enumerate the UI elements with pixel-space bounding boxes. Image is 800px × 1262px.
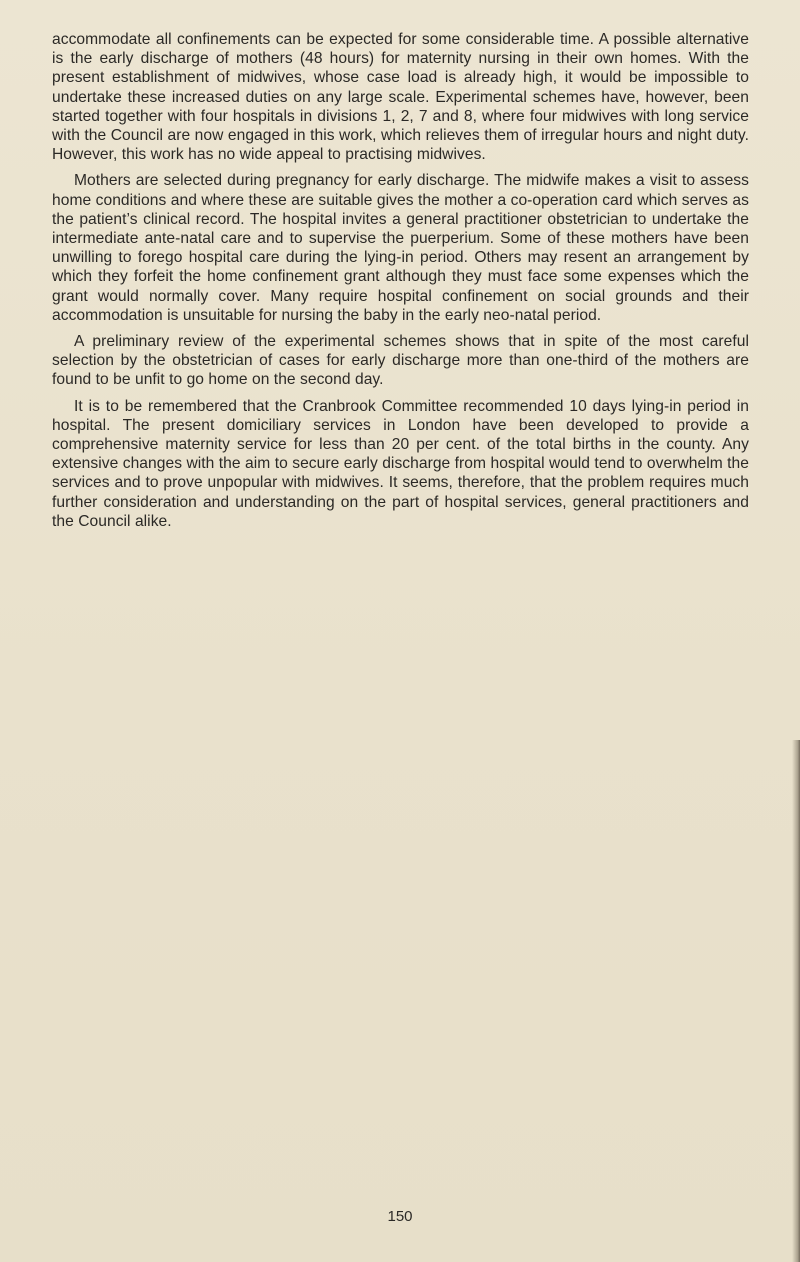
paragraph-cranbrook-committee: It is to be remembered that the Cranbrook Committee recommended 10 days lying-in period in hospital. The present domiciliary services in London have been developed to provide a comprehensive maternity service for less than 20 per cent. of the total births in the county. Any extensive changes with the aim to secure early discharge from hospital would tend to overwhelm the services and to prove unpopular with midwives. It seems, therefore, that the problem requires much further consideration and understanding on the part of hospital services, general practitioners and the Council alike. xyxy=(52,397,749,530)
page-number: 150 xyxy=(387,1208,413,1225)
paragraph-preliminary-review: A preliminary review of the experimental schemes shows that in spite of the most careful selection by the obstetrician of cases for early discharge more than one-third of the mothers are found to be unfit to go home on the second day. xyxy=(52,333,749,389)
body-text xyxy=(52,30,749,538)
paragraph-early-discharge-selection: Mothers are selected during pregnancy for early discharge. The midwife makes a visit to assess home conditions and where these are suitable gives the mother a co-operation card which serves as the patient’s clinical record. The hospital invites a general practitioner obstetrician to undertake the intermediate ante-natal care and to supervise the puerperium. Some of these mothers have been unwilling to forego hospital care during the lying-in period. Others may resent an arrangement by which they forfeit the home confinement grant although they must face some expenses which the grant would normally cover. Many require hospital confinement on social grounds and their accommodation is unsuitable for nursing the baby in the early neo-natal period. xyxy=(52,172,749,324)
page-edge-shadow xyxy=(792,740,800,1262)
paragraph-continuation: accommodate all confinements can be expected for some considerable time. A possible alternative is the early discharge of mothers (48 hours) for maternity nursing in their own homes. With the present establishment of midwives, whose case load is already high, it would be impossible to undertake these increased duties on any large scale. Experimental schemes have, however, been started together with four hospitals in divisions 1, 2, 7 and 8, where four midwives with long service with the Council are now engaged in this work, which relieves them of irregular hours and night duty. However, this work has no wide appeal to practising midwives. xyxy=(52,31,749,164)
